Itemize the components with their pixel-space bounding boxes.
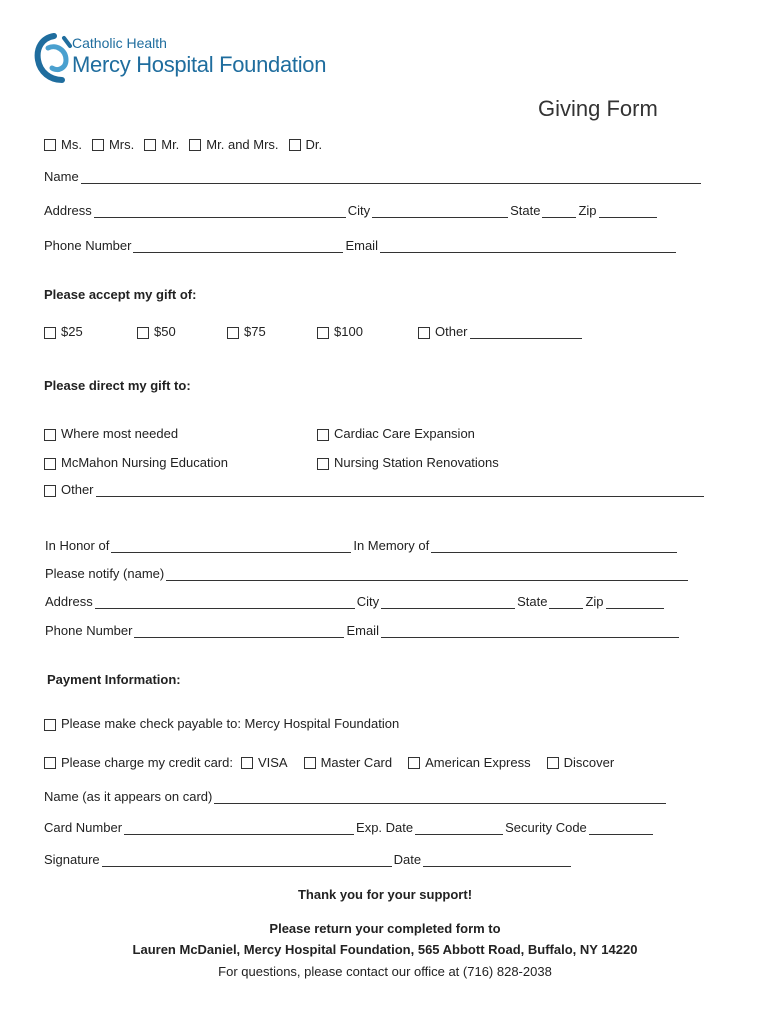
checkbox-icon[interactable]	[44, 458, 56, 470]
donor-phone-row: Phone Number Email	[44, 235, 678, 253]
notify-zip-field[interactable]	[606, 594, 664, 609]
gift-heading: Please accept my gift of:	[44, 287, 197, 302]
salutation-dr[interactable]: Dr.	[289, 137, 323, 152]
payment-heading: Payment Information:	[47, 672, 181, 687]
checkbox-icon[interactable]	[44, 327, 56, 339]
checkbox-icon[interactable]	[227, 327, 239, 339]
gift-amount-100[interactable]: $100	[317, 321, 363, 339]
return-address: Lauren McDaniel, Mercy Hospital Foundation, 565 Abbott Road, Buffalo, NY 14220	[132, 942, 638, 957]
contact-info: For questions, please contact our office at (716) 828-2038	[218, 964, 552, 979]
notify-state-field[interactable]	[549, 594, 583, 609]
notify-address-field[interactable]	[95, 594, 355, 609]
salutation-ms[interactable]: Ms.	[44, 137, 82, 152]
card-name-row: Name (as it appears on card)	[44, 786, 668, 804]
card-discover[interactable]: Discover	[547, 755, 615, 770]
thanks-text: Thank you for your support!	[297, 887, 473, 902]
donor-zip-field[interactable]	[599, 203, 657, 218]
checkbox-icon[interactable]	[44, 139, 56, 151]
checkbox-icon[interactable]	[241, 757, 253, 769]
direct-nursing-education[interactable]: McMahon Nursing Education	[44, 452, 228, 470]
checkbox-icon[interactable]	[44, 757, 56, 769]
card-number-field[interactable]	[124, 820, 354, 835]
checkbox-icon[interactable]	[317, 327, 329, 339]
notify-phone-row: Phone Number Email	[45, 620, 681, 638]
checkbox-icon[interactable]	[408, 757, 420, 769]
direct-other[interactable]: Other	[44, 479, 706, 497]
card-mastercard[interactable]: Master Card	[304, 755, 393, 770]
pay-by-check[interactable]: Please make check payable to: Mercy Hospital Foundation	[44, 713, 399, 731]
logo-line1: Catholic Health	[72, 35, 167, 51]
notify-city-field[interactable]	[381, 594, 515, 609]
signature-date-field[interactable]	[423, 852, 571, 867]
checkbox-icon[interactable]	[317, 458, 329, 470]
checkbox-icon[interactable]	[137, 327, 149, 339]
checkbox-icon[interactable]	[418, 327, 430, 339]
signature-row: Signature Date	[44, 849, 573, 867]
logo-line2: Mercy Hospital Foundation	[72, 52, 327, 77]
checkbox-icon[interactable]	[547, 757, 559, 769]
checkbox-icon[interactable]	[289, 139, 301, 151]
page-title: Giving Form	[538, 96, 658, 121]
gift-amount-25[interactable]: $25	[44, 321, 83, 339]
card-amex[interactable]: American Express	[408, 755, 530, 770]
logo-mark-icon	[34, 32, 74, 84]
checkbox-icon[interactable]	[317, 429, 329, 441]
pay-by-card[interactable]: Please charge my credit card:	[44, 755, 233, 770]
donor-phone-field[interactable]	[133, 238, 343, 253]
gift-amount-other[interactable]: Other	[418, 321, 584, 339]
security-code-field[interactable]	[589, 820, 653, 835]
donor-address-field[interactable]	[94, 203, 346, 218]
salutation-row	[44, 134, 322, 152]
direct-cardiac-care[interactable]: Cardiac Care Expansion	[317, 423, 475, 441]
notify-address-row: Address City State Zip	[45, 591, 666, 609]
gift-other-field[interactable]	[470, 324, 582, 339]
checkbox-icon[interactable]	[189, 139, 201, 151]
gift-amount-50[interactable]: $50	[137, 321, 176, 339]
gift-amount-75[interactable]: $75	[227, 321, 266, 339]
donor-email-field[interactable]	[380, 238, 676, 253]
direct-heading: Please direct my gift to:	[44, 378, 191, 393]
card-name-field[interactable]	[214, 789, 666, 804]
direct-where-most-needed[interactable]: Where most needed	[44, 423, 178, 441]
foundation-logo	[34, 32, 354, 88]
donor-city-field[interactable]	[372, 203, 508, 218]
in-memory-field[interactable]	[431, 538, 677, 553]
donor-name-row: Name	[44, 166, 703, 184]
in-honor-field[interactable]	[111, 538, 351, 553]
tribute-row: In Honor of In Memory of	[45, 535, 679, 553]
direct-other-field[interactable]	[96, 482, 704, 497]
salutation-mr[interactable]: Mr.	[144, 137, 179, 152]
notify-phone-field[interactable]	[134, 623, 344, 638]
card-number-row: Card Number Exp. Date Security Code	[44, 817, 655, 835]
salutation-mr-and-mrs[interactable]: Mr. and Mrs.	[189, 137, 278, 152]
checkbox-icon[interactable]	[92, 139, 104, 151]
notify-email-field[interactable]	[381, 623, 679, 638]
checkbox-icon[interactable]	[144, 139, 156, 151]
notify-row: Please notify (name)	[45, 563, 690, 581]
salutation-mrs[interactable]: Mrs.	[92, 137, 134, 152]
donor-address-row: Address City State Zip	[44, 200, 659, 218]
checkbox-icon[interactable]	[304, 757, 316, 769]
notify-name-field[interactable]	[166, 566, 688, 581]
direct-nursing-station[interactable]: Nursing Station Renovations	[317, 452, 499, 470]
checkbox-icon[interactable]	[44, 429, 56, 441]
pay-by-card-row	[44, 752, 614, 770]
return-instructions: Please return your completed form to	[269, 921, 501, 936]
donor-state-field[interactable]	[542, 203, 576, 218]
card-visa[interactable]: VISA	[241, 755, 288, 770]
checkbox-icon[interactable]	[44, 719, 56, 731]
donor-name-field[interactable]	[81, 169, 701, 184]
exp-date-field[interactable]	[415, 820, 503, 835]
checkbox-icon[interactable]	[44, 485, 56, 497]
signature-field[interactable]	[102, 852, 392, 867]
